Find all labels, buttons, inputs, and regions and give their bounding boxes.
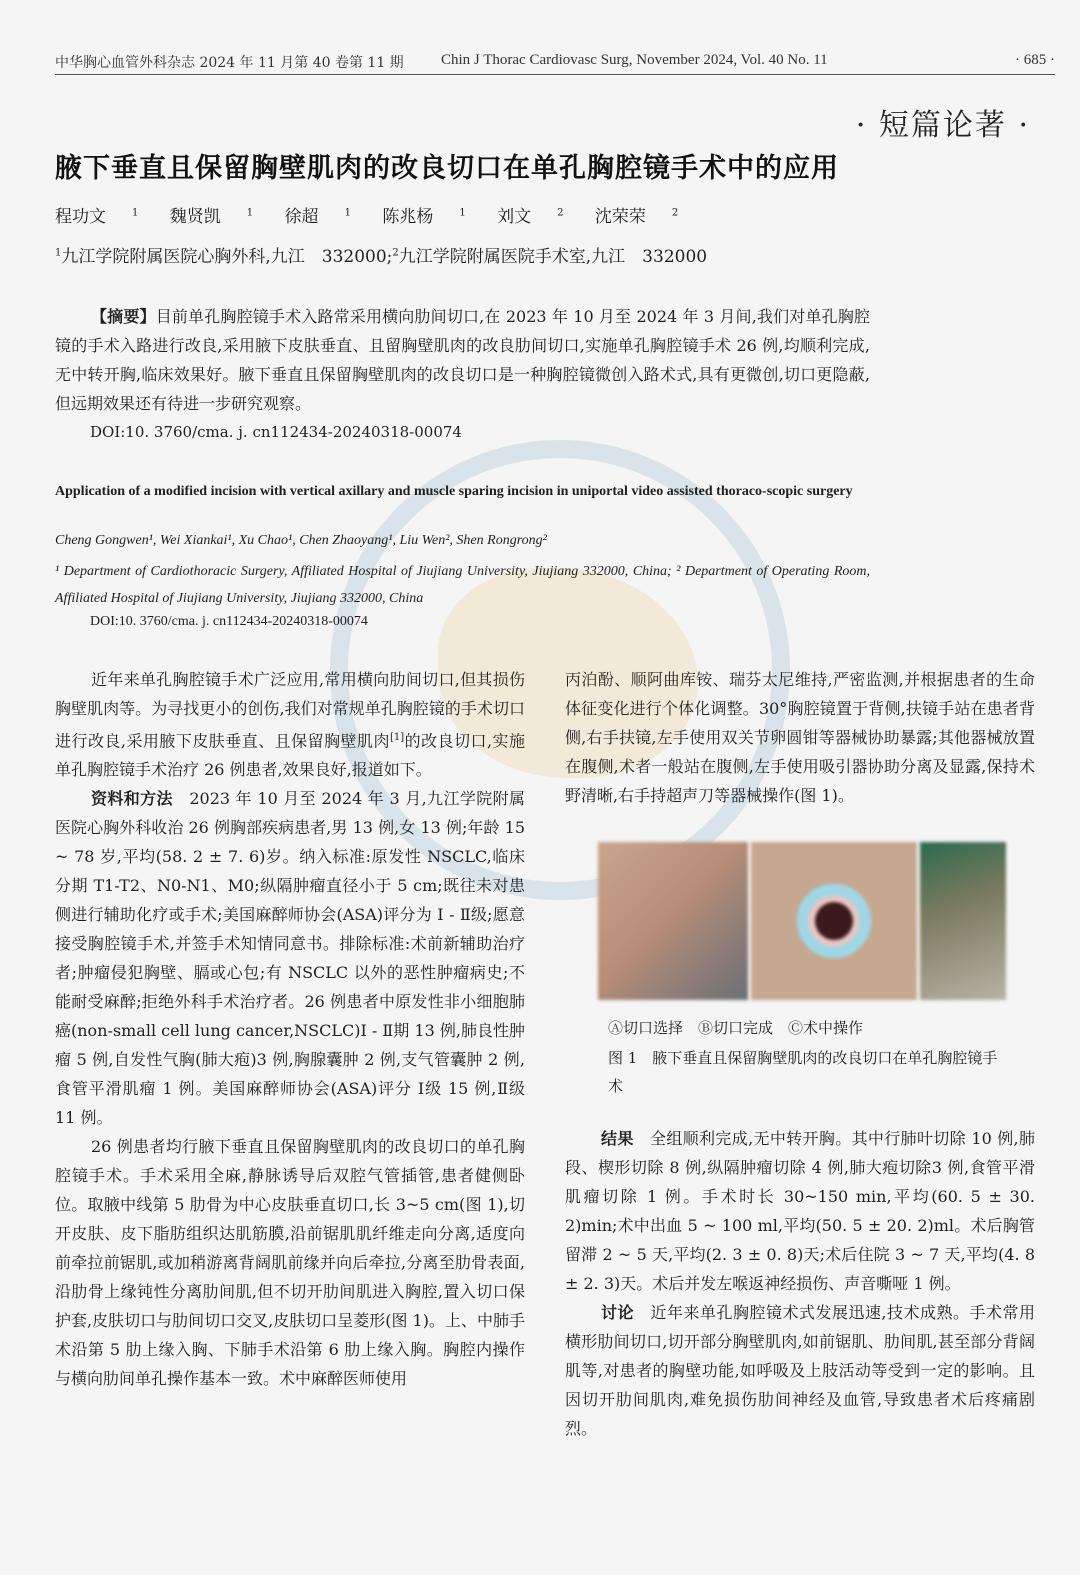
english-authors: Cheng Gongwen¹, Wei Xiankai¹, Xu Chao¹, Chen Zhaoyang¹, Liu Wen², Shen Rongrong²	[55, 533, 547, 548]
doi-en[interactable]: DOI:10. 3760/cma. j. cn112434-20240318-00074	[90, 614, 368, 629]
figure-panel-b	[751, 842, 917, 1000]
body-left-column	[55, 665, 525, 1393]
figure-panel-a	[598, 842, 748, 1000]
abstract-cn	[55, 302, 870, 418]
affiliation-cn: $^1$九江学院附属医院心胸外科,九江 332000;$^2$九江学院附属医院手术室,九江 332000	[55, 247, 708, 267]
journal-name-cn: 中华胸心血管外科杂志 2024 年 11 月第 40 卷第 11 期	[55, 55, 404, 71]
figure-panel-labels: Ⓐ切口选择 Ⓑ切口完成 Ⓒ术中操作	[608, 1019, 864, 1037]
discussion-heading: 讨论	[601, 1303, 634, 1322]
body-right-column-top	[565, 665, 1035, 810]
figure-1-image	[598, 842, 1006, 1000]
discussion-paragraph: 讨论 近年来单孔胸腔镜术式发展迅速,技术成熟。手术常用横形肋间切口,切开部分胸壁肌肉,如前锯肌、肋间肌,甚至部分背阔肌等,对患者的胸壁功能,如呼吸及上肢活动等受到一定的影响。且因切开肋间肌肉,难免损伤肋间神经及血管,导致患者术后疼痛剧烈。	[565, 1303, 1035, 1438]
page-number: · 685 ·	[1015, 52, 1055, 68]
continued-paragraph: 丙泊酚、顺阿曲库铵、瑞芬太尼维持,严密监测,并根据患者的生命体征变化进行个体化调整。30°胸腔镜置于背侧,扶镜手站在患者背侧,右手扶镜,左手使用双关节卵圆钳等器械协助暴露;其他器械放置在腹侧,术者一般站在腹侧,左手使用吸引器协助分离及显露,保持术野清晰,右手持超声刀等器械操作(图 1)。	[565, 670, 1035, 805]
figure-panel-c	[920, 842, 1006, 1000]
methods-paragraph: 资料和方法 2023 年 10 月至 2024 年 3 月,九江学院附属医院心胸外科收治 26 例胸部疾病患者,男 13 例,女 13 例;年龄 15 ~ 78 岁,平均(58. 2 ± 7. 6)岁。纳入标准:原发性 NSCLC,临床分期 T1-T2、N0-N1、M0;纵隔肿瘤直径小于 5 cm;既往未对患侧进行辅助化疗或手术;美国麻醉师协会(ASA)评分为 Ⅰ - Ⅱ级;愿意接受胸腔镜手术,并签手术知情同意书。排除标准:术前新辅助治疗者;肿瘤侵犯胸壁、膈或心包;有 NSCLC 以外的恶性肿瘤病史;不能耐受麻醉;拒绝外科手术治疗者。26 例患者中原发性非小细胞肺癌(non-small cell lung cancer,NSCLC)Ⅰ - Ⅱ期 13 例,肺良性肿瘤 5 例,自发性气胸(肺大疱)3 例,胸腺囊肿 2 例,支气管囊肿 2 例,食管平滑肌瘤 1 例。美国麻醉师协会(ASA)评分 Ⅰ级 15 例,Ⅱ级 11 例。	[55, 789, 525, 1128]
methods-heading: 资料和方法	[91, 789, 173, 809]
english-title: Application of a modified incision with vertical axillary and muscle sparing incision in uniportal video assisted thoraco-scopic surgery	[55, 484, 853, 499]
abstract-text: 目前单孔胸腔镜手术入路常采用横向肋间切口,在 2023 年 10 月至 2024 年 3 月间,我们对单孔胸腔镜的手术入路进行改良,采用腋下皮肤垂直、且留胸壁肌肉的改良肋间切口,实施单孔胸腔镜手术 26 例,均顺利完成,无中转开胸,临床效果好。腋下垂直且保留胸壁肌肉的改良切口是一种胸腔镜微创入路术式,具有更微创,切口更隐蔽,但远期效果还有待进一步研究观察。	[55, 307, 870, 413]
intro-paragraph: 近年来单孔胸腔镜手术广泛应用,常用横向肋间切口,但其损伤胸壁肌肉等。为寻找更小的创伤,我们对常规单孔胸腔镜的手术切口进行改良,采用腋下皮肤垂直、且保留胸壁肌肉[1]的改良切口,实施单孔胸腔镜手术治疗 26 例患者,效果良好,报道如下。	[55, 670, 525, 780]
author: 徐超 $^1$	[284, 207, 351, 227]
journal-name-en: Chin J Thorac Cardiovasc Surg, November 2024, Vol. 40 No. 11	[441, 52, 828, 68]
doi-cn[interactable]: DOI:10. 3760/cma. j. cn112434-20240318-00074	[90, 423, 462, 441]
surgery-paragraph: 26 例患者均行腋下垂直且保留胸壁肌肉的改良切口的单孔胸腔镜手术。手术采用全麻,静脉诱导后双腔气管插管,患者健侧卧位。取腋中线第 5 肋骨为中心皮肤垂直切口,长 3~5 cm(图 1),切开皮肤、皮下脂肪组织达肌筋膜,沿前锯肌肌纤维走向分离,适度向前牵拉前锯肌,或加稍游离背阔肌前缘并向后牵拉,分离至肋骨表面,沿肋骨上缘钝性分离肋间肌,但不切开肋间肌进入胸腔,置入切口保护套,皮肤切口与肋间切口交叉,皮肤切口呈菱形(图 1)。上、中肺手术沿第 5 肋上缘入胸、下肺手术沿第 6 肋上缘入胸。胸腔内操作与横向肋间单孔操作基本一致。术中麻醉医师使用	[55, 1137, 525, 1389]
results-heading: 结果	[601, 1129, 634, 1148]
section-type: · 短篇论著 ·	[855, 108, 1030, 143]
author: 沈荣荣 $^2$	[594, 207, 679, 227]
abstract-label: 【摘要】	[91, 307, 156, 326]
figure-caption: 图 1 腋下垂直且保留胸壁肌肉的改良切口在单孔胸腔镜手术	[608, 1049, 998, 1095]
running-header	[55, 52, 1055, 76]
author: 刘文 $^2$	[497, 207, 564, 227]
english-affiliation: ¹ Department of Cardiothoracic Surgery, Affiliated Hospital of Jiujiang University, Jiujiang 332000, China; ² Department of Operating Room, Affiliated Hospital of Jiujiang University, Jiujiang 332000, China	[55, 564, 870, 606]
author: 魏贤凯 $^1$	[169, 207, 254, 227]
article-title: 腋下垂直且保留胸壁肌肉的改良切口在单孔胸腔镜手术中的应用	[55, 153, 839, 184]
results-paragraph: 结果 全组顺利完成,无中转开胸。其中行肺叶切除 10 例,肺段、楔形切除 8 例,纵隔肿瘤切除 4 例,肺大疱切除3 例,食管平滑肌瘤切除 1 例。手术时长 30~150 min,平均(60. 5 ± 30. 2)min;术中出血 5 ~ 100 ml,平均(50. 5 ± 20. 2)ml。术后胸管留滞 2 ~ 5 天,平均(2. 3 ± 0. 8)天;术后住院 3 ~ 7 天,平均(4. 8 ± 2. 3)天。术后并发左喉返神经损伤、声音嘶哑 1 例。	[565, 1129, 1035, 1293]
authors-cn	[55, 202, 704, 227]
author: 陈兆杨 $^1$	[382, 207, 466, 227]
header-rule	[55, 74, 1055, 75]
citation-ref[interactable]: [1]	[389, 732, 405, 743]
body-right-column-bottom	[565, 1124, 1035, 1443]
author: 程功文 $^1$	[55, 207, 139, 227]
